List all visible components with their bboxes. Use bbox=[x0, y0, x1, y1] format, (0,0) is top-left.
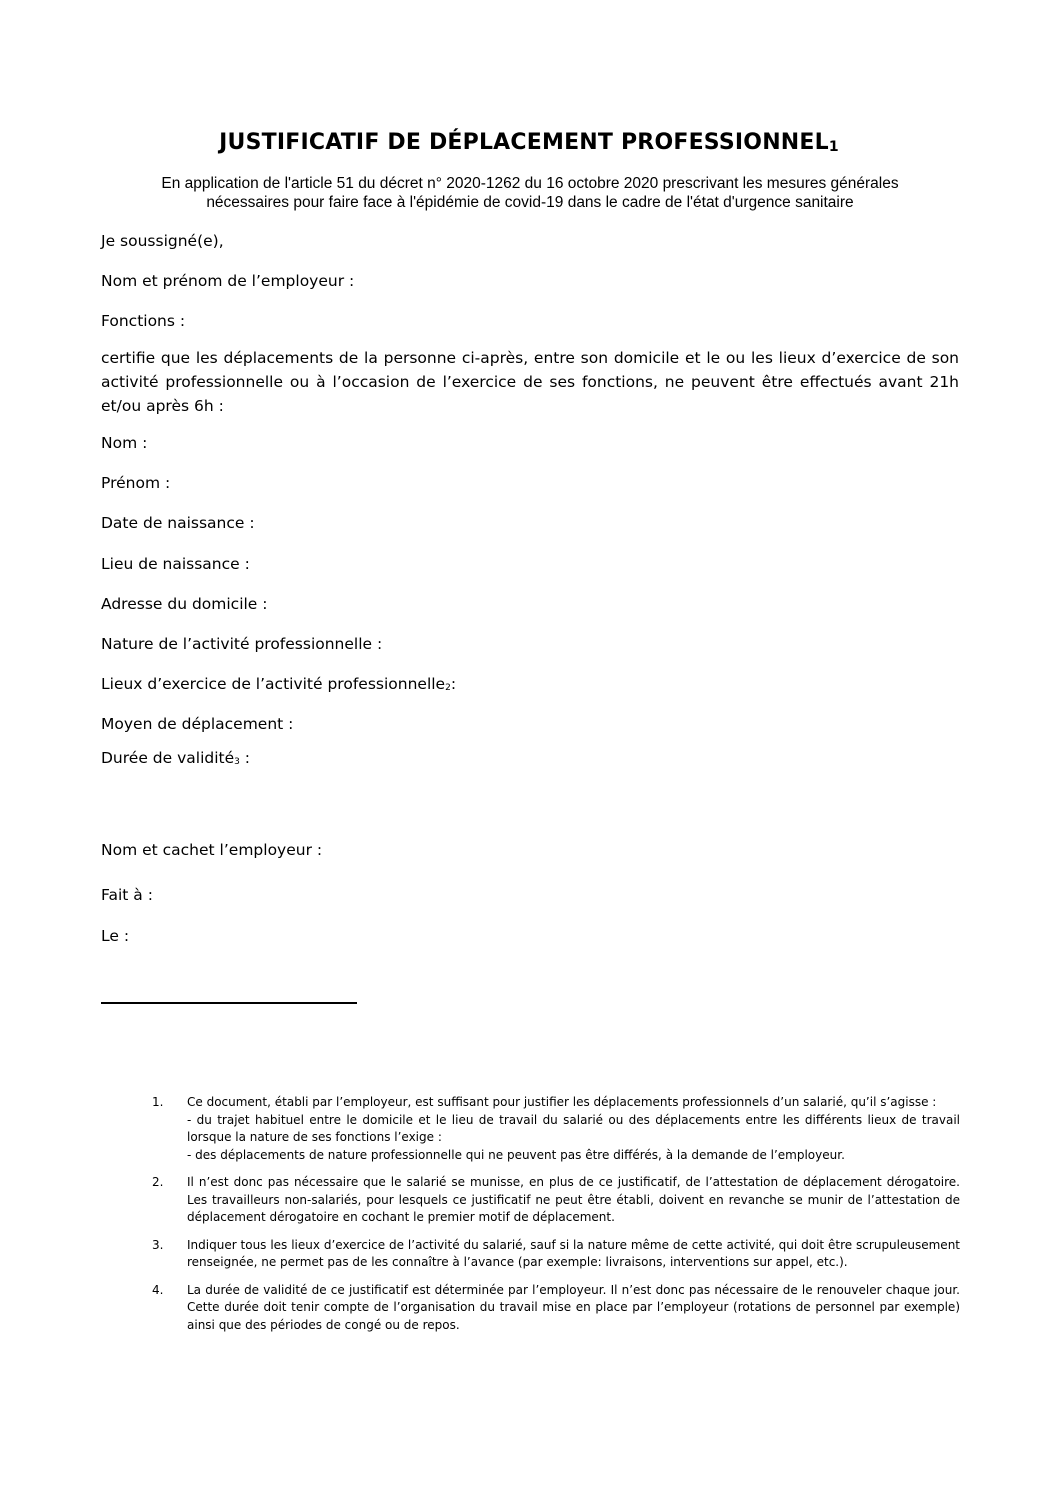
document-title bbox=[0, 130, 1058, 155]
field-employeur: Nom et prénom de l’employeur : bbox=[101, 272, 355, 290]
field-date-naissance: Date de naissance : bbox=[101, 514, 255, 532]
footnote-2-text: Il n’est donc pas nécessaire que le salarié se munisse, en plus de ce justificatif, de l’attestation de déplacement dérogatoire. Les travailleurs non-salariés, pour lesquels ce justificatif ne peut être établi, doivent en revanche se munir de l’attestation de déplacement dérogatoire en cochant le premier motif de déplacement. bbox=[187, 1175, 960, 1224]
field-nom: Nom : bbox=[101, 434, 148, 452]
footnote-separator bbox=[101, 1002, 357, 1004]
duree-label: Durée de validité bbox=[101, 749, 235, 767]
certification-paragraph: certifie que les déplacements de la personne ci-après, entre son domicile et le ou les lieux d’exercice de son activité professionnelle ou à l’occasion de l’exercice de ses fonctions, ne peuvent être effectués avant 21h et/ou après 6h : bbox=[101, 349, 959, 415]
footnote-4-number: 4. bbox=[152, 1282, 164, 1297]
footnote-1-line-2: - du trajet habituel entre le domicile et le lieu de travail du salarié ou des déplacements entre les différents lieux de travail lorsque la nature de ses fonctions l’exige : bbox=[187, 1112, 960, 1144]
footnote-3-number: 3. bbox=[152, 1237, 164, 1252]
subtitle-line-2: nécessaires pour faire face à l'épidémie de covid-19 dans le cadre de l'état d'urgence sanitaire bbox=[206, 194, 854, 211]
field-soussigne: Je soussigné(e), bbox=[101, 232, 224, 250]
footnote-2 bbox=[152, 1174, 960, 1227]
field-fonctions: Fonctions : bbox=[101, 312, 186, 330]
document-subtitle bbox=[100, 174, 960, 212]
field-moyen: Moyen de déplacement : bbox=[101, 715, 294, 733]
footnote-1 bbox=[152, 1094, 960, 1164]
subtitle-line-1: En application de l'article 51 du décret n° 2020-1262 du 16 octobre 2020 prescrivant les mesures générales bbox=[161, 175, 899, 192]
footnote-4-text: La durée de validité de ce justificatif est déterminée par l’employeur. Il n’est donc pas nécessaire de le renouveler chaque jour. Cette durée doit tenir compte de l’organisation du travail mise en place par l’employeur (rotations de personnel par exemple) ainsi que des périodes de congé ou de repos. bbox=[187, 1282, 960, 1332]
duree-footnote-ref: 3 bbox=[234, 757, 240, 767]
field-le: Le : bbox=[101, 927, 130, 945]
field-adresse: Adresse du domicile : bbox=[101, 595, 268, 613]
field-nature-activite: Nature de l’activité professionnelle : bbox=[101, 635, 383, 653]
footnotes-list bbox=[152, 1094, 960, 1344]
footnote-2-number: 2. bbox=[152, 1175, 164, 1189]
field-fait-a: Fait à : bbox=[101, 886, 153, 904]
field-cachet: Nom et cachet l’employeur : bbox=[101, 841, 323, 859]
title-footnote-ref: 1 bbox=[828, 139, 839, 155]
lieux-exercice-label: Lieux d’exercice de l’activité professionnelle bbox=[101, 675, 446, 693]
footnote-1-number: 1. bbox=[152, 1095, 164, 1109]
field-lieu-naissance: Lieu de naissance : bbox=[101, 555, 250, 573]
field-prenom: Prénom : bbox=[101, 474, 171, 492]
lieux-exercice-footnote-ref: 2 bbox=[445, 683, 451, 693]
footnote-1-line-3: - des déplacements de nature professionnelle qui ne peuvent pas être différés, à la demande de l’employeur. bbox=[187, 1147, 845, 1162]
footnote-3 bbox=[152, 1237, 960, 1272]
footnote-3-text: Indiquer tous les lieux d’exercice de l’activité du salarié, sauf si la nature même de cette activité, qui doit être scrupuleusement renseignée, ne permet pas de les connaître à l’avance (par exemple: livraisons, interventions sur appel, etc.). bbox=[187, 1237, 960, 1269]
footnote-4 bbox=[152, 1282, 960, 1335]
field-duree bbox=[101, 749, 250, 767]
title-text: JUSTIFICATIF DE DÉPLACEMENT PROFESSIONNEL bbox=[219, 130, 829, 155]
duree-colon: : bbox=[239, 749, 251, 767]
lieux-exercice-colon: : bbox=[450, 675, 457, 693]
field-lieux-exercice bbox=[101, 675, 456, 693]
footnote-1-line-1: Ce document, établi par l’employeur, est suffisant pour justifier les déplacements professionnels d’un salarié, qu’il s’agisse : bbox=[187, 1095, 937, 1109]
